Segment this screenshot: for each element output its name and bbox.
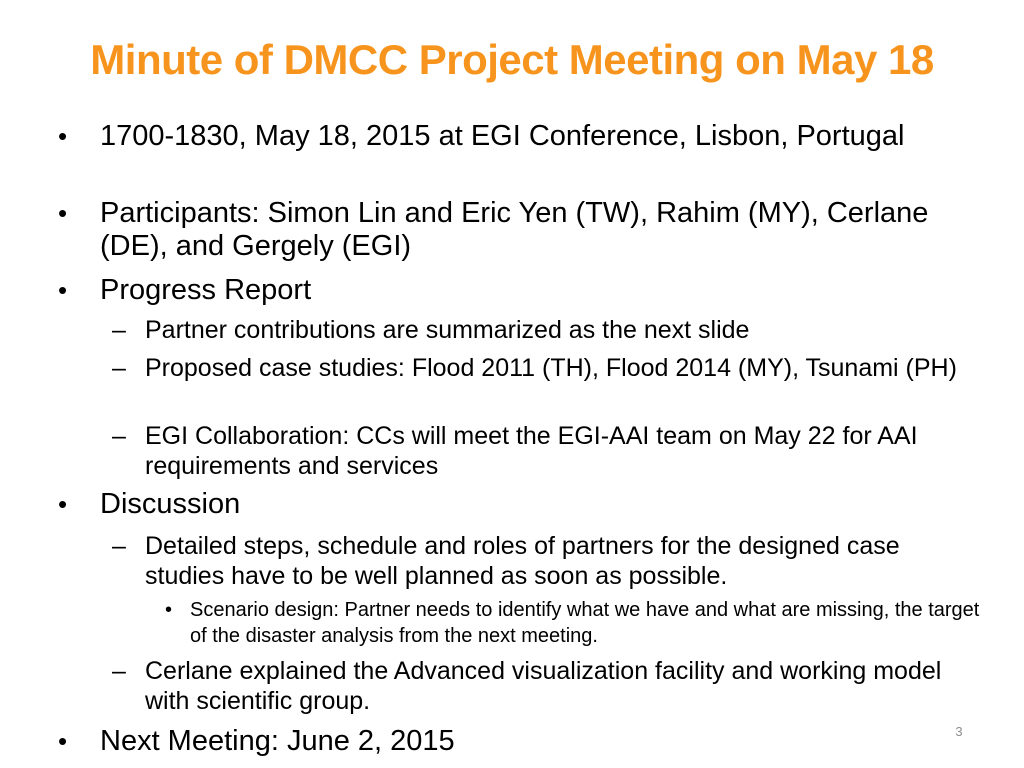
dash-icon: – [112, 657, 126, 685]
sub-item-case-studies [112, 353, 975, 383]
sub-sub-item-scenario-design [165, 597, 980, 649]
bullet-text: Participants: Simon Lin and Eric Yen (TW), Rahim (MY), Cerlane (DE), and Gergely (EGI) [100, 197, 929, 262]
bullet-text: Discussion [100, 488, 241, 520]
bullet-item-discussion [58, 488, 960, 521]
sub-item-text: Partner contributions are summarized as the next slide [145, 316, 750, 344]
bullet-item-progress-report [58, 274, 960, 307]
sub-item-partner-contributions [112, 315, 975, 345]
bullet-icon: • [58, 121, 68, 151]
sub-item-text: Proposed case studies: Flood 2011 (TH), Flood 2014 (MY), Tsunami (PH) [145, 354, 957, 382]
sub-item-egi-collaboration [112, 421, 975, 481]
bullet-item-time-location [58, 120, 960, 153]
bullet-item-next-meeting [58, 725, 960, 758]
bullet-icon: • [58, 489, 68, 519]
bullet-icon: • [58, 275, 68, 305]
slide-title: Minute of DMCC Project Meeting on May 18 [90, 36, 934, 83]
dash-icon: – [112, 422, 126, 450]
sub-sub-item-text: Scenario design: Partner needs to identify what we have and what are missing, the target of the disaster analysis from the next meeting. [190, 599, 980, 647]
dash-icon: – [112, 354, 126, 382]
sub-item-text: Detailed steps, schedule and roles of partners for the designed case studies have to be well planned as soon as possible. [145, 532, 900, 590]
sub-item-text: EGI Collaboration: CCs will meet the EGI-AAI team on May 22 for AAI requirements and services [145, 422, 918, 480]
bullet-text: 1700-1830, May 18, 2015 at EGI Conference, Lisbon, Portugal [100, 120, 905, 152]
bullet-icon: • [165, 599, 173, 621]
bullet-icon: • [58, 198, 68, 228]
bullet-text: Progress Report [100, 274, 312, 306]
bullet-item-participants [58, 197, 960, 263]
dash-icon: – [112, 532, 126, 560]
bullet-icon: • [58, 726, 68, 756]
dash-icon: – [112, 316, 126, 344]
bullet-text: Next Meeting: June 2, 2015 [100, 725, 455, 757]
page-number: 3 [955, 724, 963, 739]
sub-item-cerlane-visualization [112, 656, 975, 716]
sub-item-text: Cerlane explained the Advanced visualization facility and working model with scientific group. [145, 657, 942, 715]
sub-item-detailed-steps [112, 531, 975, 591]
